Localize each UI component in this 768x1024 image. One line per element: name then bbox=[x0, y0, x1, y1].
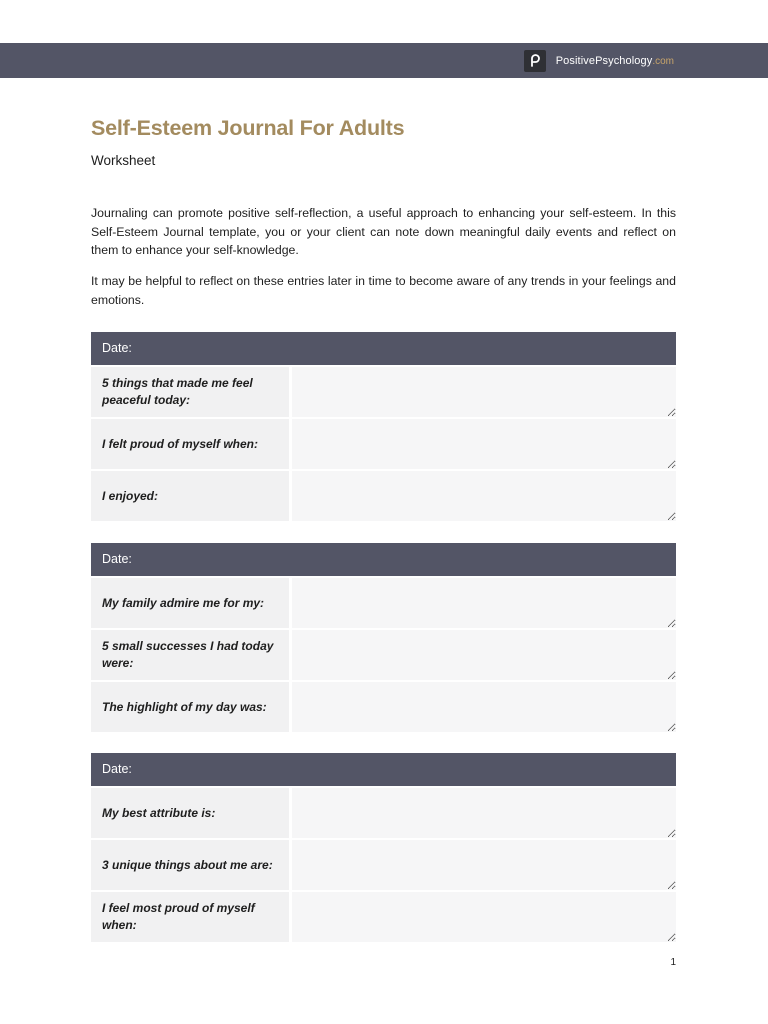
response-field[interactable] bbox=[292, 892, 676, 942]
prompt-label: My best attribute is: bbox=[91, 788, 289, 838]
journal-row bbox=[91, 788, 676, 838]
brand-name: PositivePsychology bbox=[555, 55, 653, 67]
journal-row bbox=[91, 471, 676, 521]
date-header: Date: bbox=[91, 753, 676, 786]
prompt-label: I enjoyed: bbox=[91, 471, 289, 521]
page-subtitle: Worksheet bbox=[91, 153, 156, 168]
journal-row bbox=[91, 578, 676, 628]
intro-text bbox=[91, 204, 676, 322]
response-field[interactable] bbox=[292, 840, 676, 890]
positivepsychology-logo-icon bbox=[524, 50, 546, 72]
brand[interactable] bbox=[524, 50, 674, 72]
prompt-label: My family admire me for my: bbox=[91, 578, 289, 628]
journal-row bbox=[91, 367, 676, 417]
page-number: 1 bbox=[670, 957, 676, 968]
intro-paragraph: It may be helpful to reflect on these entries later in time to become aware of any trends in your feelings and emotions. bbox=[91, 274, 676, 307]
journal-row bbox=[91, 840, 676, 890]
prompt-label: 5 small successes I had today were: bbox=[91, 630, 289, 680]
date-header: Date: bbox=[91, 332, 676, 365]
page-title: Self-Esteem Journal For Adults bbox=[91, 116, 405, 140]
journal-row bbox=[91, 630, 676, 680]
response-field[interactable] bbox=[292, 419, 676, 469]
brand-tld: .com bbox=[652, 55, 674, 67]
response-field[interactable] bbox=[292, 367, 676, 417]
intro-paragraph: Journaling can promote positive self-reflection, a useful approach to enhancing your self-esteem. In this Self-Esteem Journal template, you or your client can note down meaningful daily events and reflect on them to enhance your self-knowledge. bbox=[91, 206, 676, 258]
journal-table-2 bbox=[91, 543, 676, 732]
journal-row bbox=[91, 682, 676, 732]
response-field[interactable] bbox=[292, 682, 676, 732]
prompt-label: 3 unique things about me are: bbox=[91, 840, 289, 890]
journal-row bbox=[91, 892, 676, 942]
prompt-label: I feel most proud of myself when: bbox=[91, 892, 289, 942]
response-field[interactable] bbox=[292, 788, 676, 838]
journal-table-1 bbox=[91, 332, 676, 521]
journal-row bbox=[91, 419, 676, 469]
response-field[interactable] bbox=[292, 471, 676, 521]
journal-table-3 bbox=[91, 753, 676, 942]
prompt-label: The highlight of my day was: bbox=[91, 682, 289, 732]
header-bar bbox=[0, 43, 768, 78]
date-header: Date: bbox=[91, 543, 676, 576]
response-field[interactable] bbox=[292, 630, 676, 680]
prompt-label: I felt proud of myself when: bbox=[91, 419, 289, 469]
prompt-label: 5 things that made me feel peaceful today: bbox=[91, 367, 289, 417]
response-field[interactable] bbox=[292, 578, 676, 628]
